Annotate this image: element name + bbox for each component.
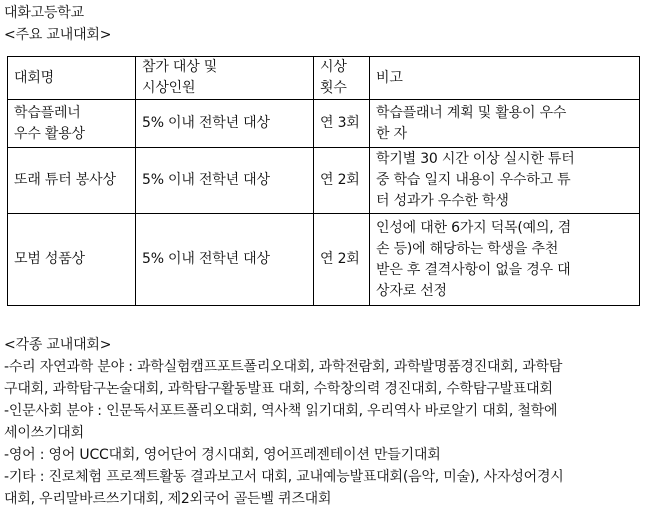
header-target: 참가 대상 및 시상인원 <box>136 57 314 100</box>
other-contest-line: -영어 : 영어 UCC대회, 영어단어 경시대회, 영어프레젠테이션 만들기대회 <box>4 447 441 463</box>
other-contest-line: 구대회, 과학탐구논술대회, 과학탐구활동발표 대회, 수학창의력 경진대회, 수학탐구발표대회 <box>4 381 553 397</box>
note-cell: 학기별 30 시간 이상 실시한 튜터 중 학습 일지 내용이 우수하고 튜 터 성과가 우수한 학생 <box>370 148 640 214</box>
table-header-row <box>8 57 640 100</box>
document-header <box>4 2 646 46</box>
table-row <box>8 148 640 214</box>
main-contests-heading: <주요 교내대회> <box>4 27 112 43</box>
target-cell: 5% 이내 전학년 대상 <box>136 214 314 306</box>
target-cell: 5% 이내 전학년 대상 <box>136 148 314 214</box>
school-name: 대화고등학교 <box>4 5 84 21</box>
header-contest-name: 대회명 <box>8 57 136 100</box>
other-contest-line: -수리 자연과학 분야 : 과학실험캠프포트폴리오대회, 과학전람회, 과학발명품경진대회, 과학탐 <box>4 359 563 375</box>
contest-name-cell: 학습플레너 우수 활용상 <box>8 100 136 148</box>
count-cell: 연 2회 <box>314 148 370 214</box>
contest-name-cell: 또래 튜터 봉사상 <box>8 148 136 214</box>
count-cell: 연 2회 <box>314 214 370 306</box>
other-contest-line: -인문사회 분야 : 인문독서포트폴리오대회, 역사책 읽기대회, 우리역사 바로알기 대회, 철학에 <box>4 403 558 419</box>
table-row <box>8 214 640 306</box>
other-contest-line: -기타 : 진로체험 프로젝트활동 결과보고서 대회, 교내예능발표대회(음악, 미술), 사자성어경시 <box>4 469 564 485</box>
count-cell: 연 3회 <box>314 100 370 148</box>
target-cell: 5% 이내 전학년 대상 <box>136 100 314 148</box>
header-note: 비고 <box>370 57 640 100</box>
main-contests-table <box>7 56 640 306</box>
other-contests-section <box>4 334 646 510</box>
contest-name-cell: 모범 성품상 <box>8 214 136 306</box>
note-cell: 학습플래너 계획 및 활용이 우수 한 자 <box>370 100 640 148</box>
other-contest-line: 세이쓰기대회 <box>4 425 84 441</box>
header-award-count: 시상 횟수 <box>314 57 370 100</box>
other-contest-line: 대회, 우리말바르쓰기대회, 제2외국어 골든벨 퀴즈대회 <box>4 491 332 507</box>
note-cell: 인성에 대한 6가지 덕목(예의, 겸 손 등)에 해당하는 학생을 추천 받은 후 결격사항이 없을 경우 대 상자로 선정 <box>370 214 640 306</box>
other-contests-heading: <각종 교내대회> <box>4 337 112 353</box>
table-row <box>8 100 640 148</box>
